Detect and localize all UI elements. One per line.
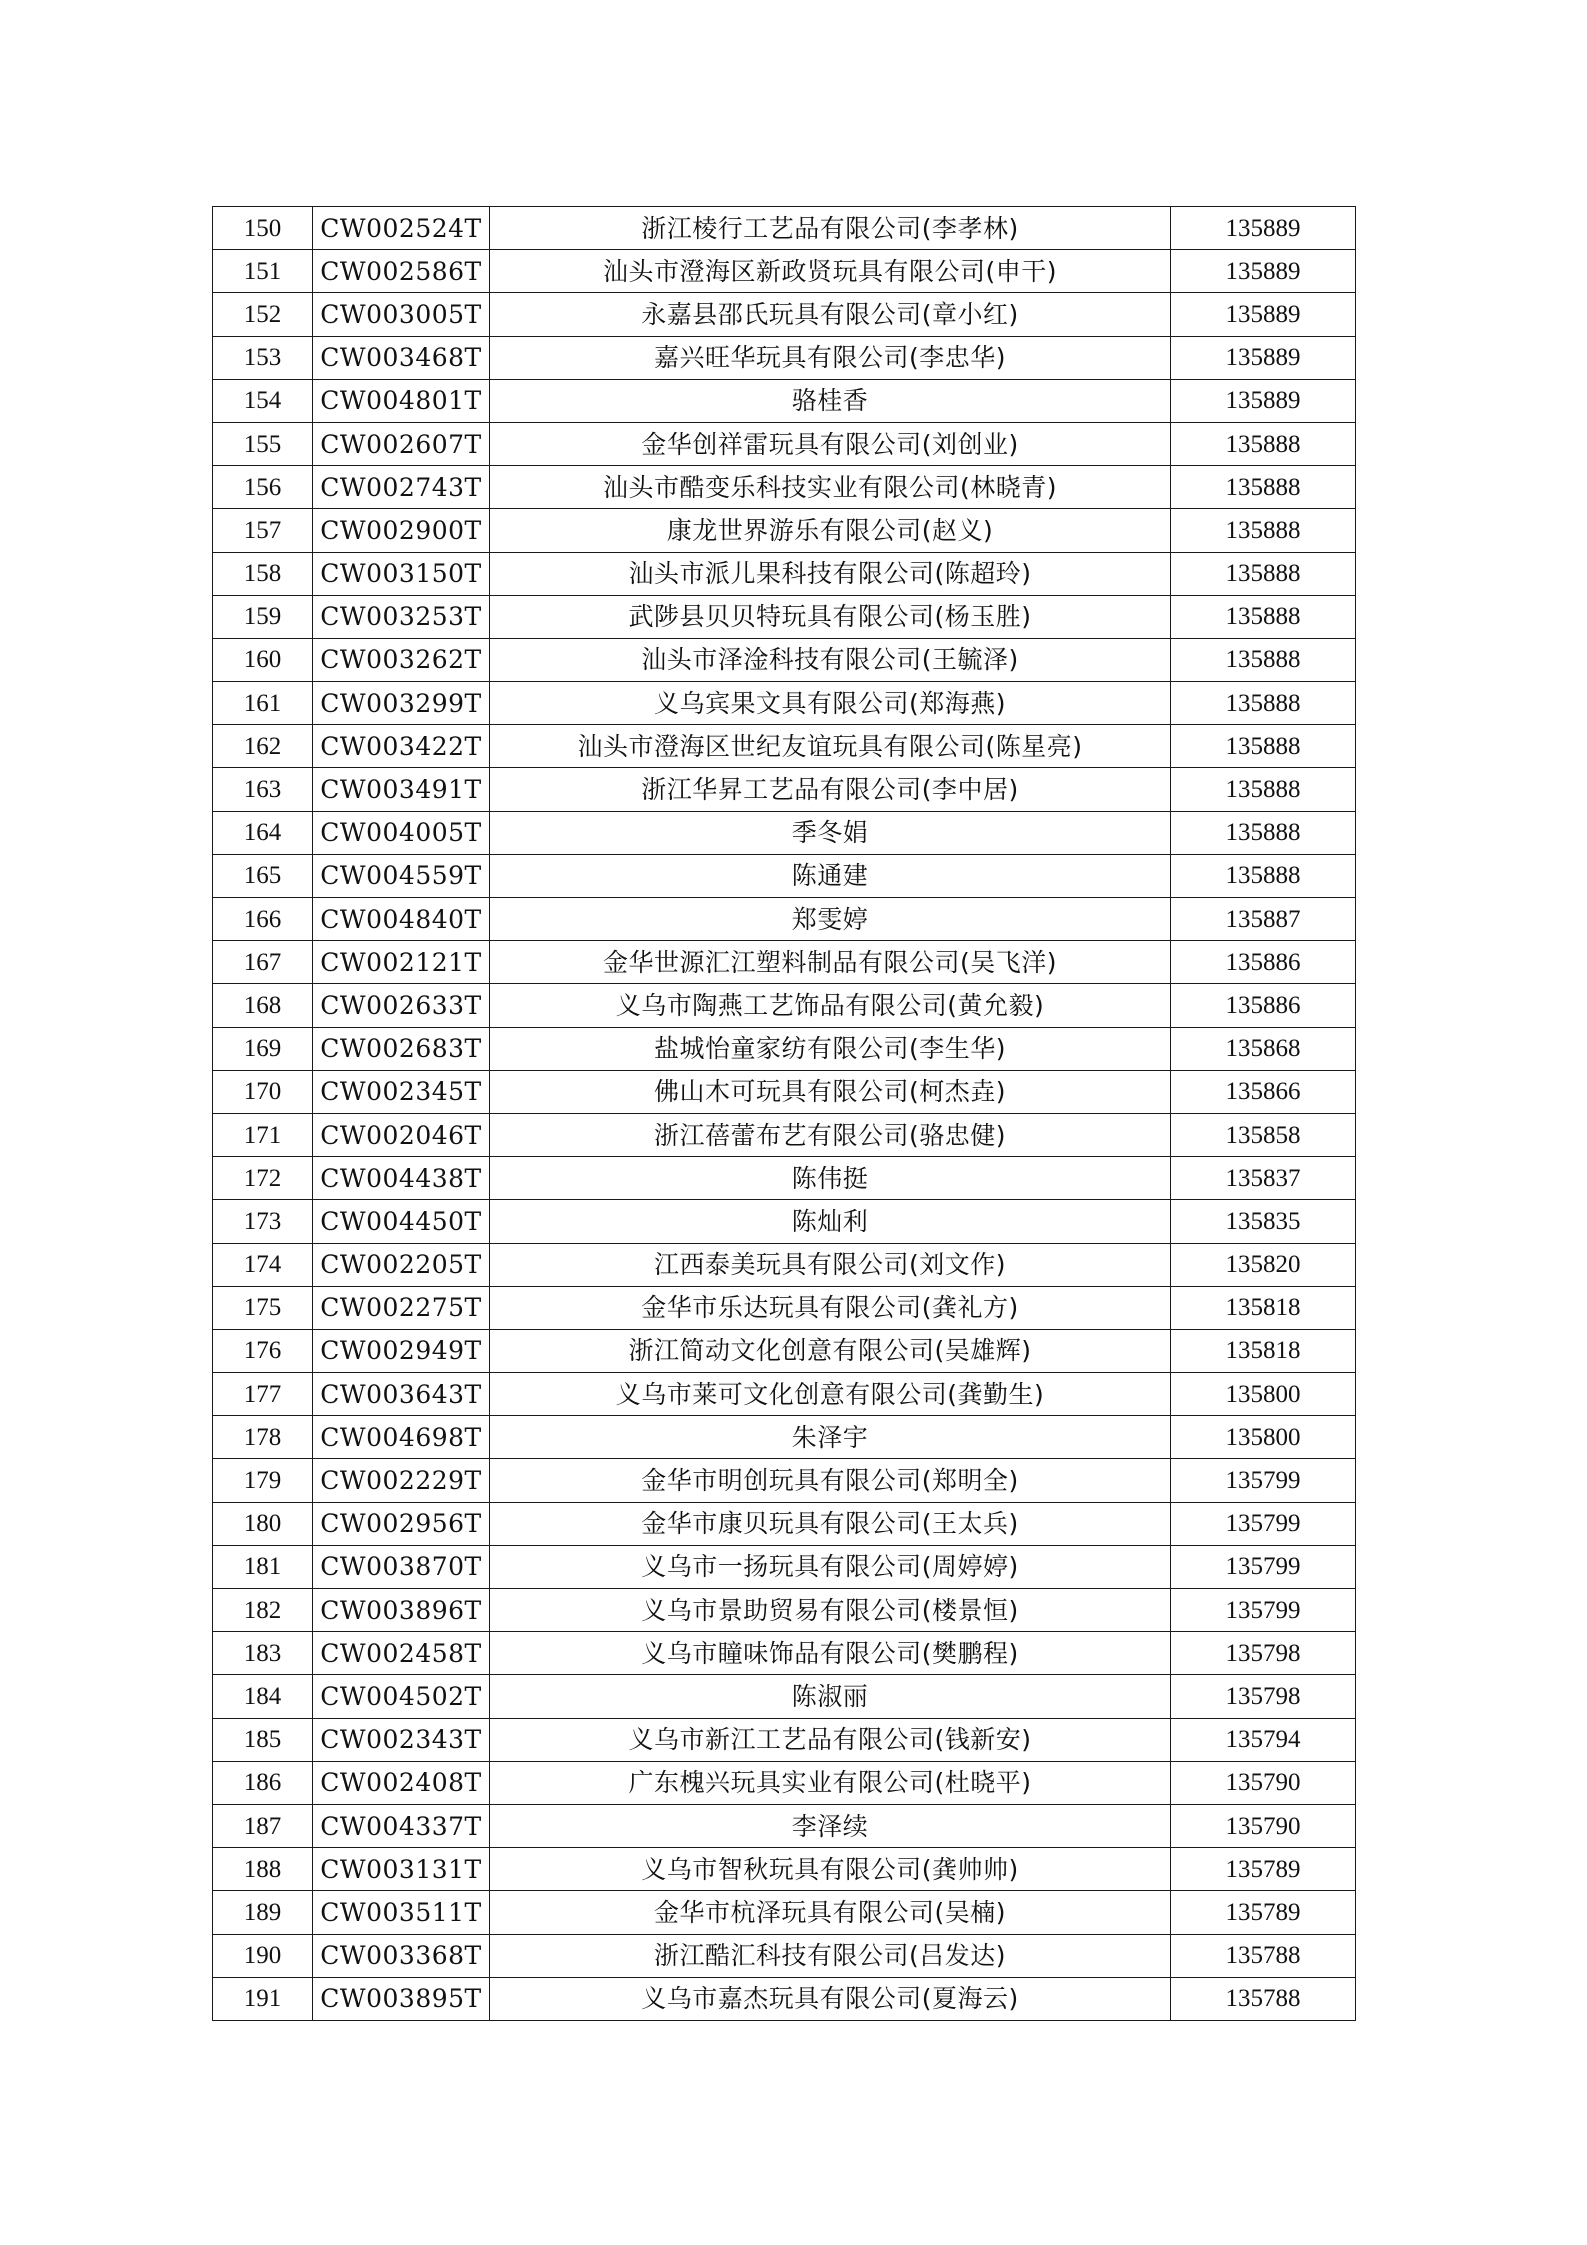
table-row	[213, 1632, 1356, 1675]
entrant-name-cell: 义乌市陶燕工艺饰品有限公司(黄允毅)	[490, 984, 1171, 1027]
rank-cell: 185	[213, 1718, 313, 1761]
entrant-name-cell: 朱泽宇	[490, 1416, 1171, 1459]
entrant-name-cell: 广东槐兴玩具实业有限公司(杜晓平)	[490, 1761, 1171, 1804]
entrant-name-cell: 汕头市澄海区新政贤玩具有限公司(申干)	[490, 250, 1171, 293]
rank-cell: 157	[213, 509, 313, 552]
rank-cell: 158	[213, 552, 313, 595]
table-row	[213, 1459, 1356, 1502]
entrant-name-cell: 义乌市瞳味饰品有限公司(樊鹏程)	[490, 1632, 1171, 1675]
table-row	[213, 768, 1356, 811]
score-cell: 135888	[1171, 466, 1356, 509]
rank-cell: 176	[213, 1329, 313, 1372]
rank-cell: 154	[213, 379, 313, 422]
rank-cell: 167	[213, 941, 313, 984]
rank-cell: 168	[213, 984, 313, 1027]
entrant-name-cell: 康龙世界游乐有限公司(赵义)	[490, 509, 1171, 552]
table-row	[213, 1070, 1356, 1113]
table-row	[213, 1675, 1356, 1718]
rank-cell: 163	[213, 768, 313, 811]
score-cell: 135789	[1171, 1848, 1356, 1891]
score-cell: 135798	[1171, 1632, 1356, 1675]
rank-cell: 162	[213, 725, 313, 768]
score-cell: 135799	[1171, 1589, 1356, 1632]
registration-code-cell: CW004698T	[313, 1416, 490, 1459]
score-cell: 135889	[1171, 379, 1356, 422]
entrant-name-cell: 浙江棱行工艺品有限公司(李孝林)	[490, 207, 1171, 250]
score-cell: 135799	[1171, 1545, 1356, 1588]
rank-cell: 170	[213, 1070, 313, 1113]
entrant-name-cell: 浙江简动文化创意有限公司(吴雄辉)	[490, 1329, 1171, 1372]
entrant-name-cell: 陈灿利	[490, 1200, 1171, 1243]
table-row	[213, 207, 1356, 250]
table-row	[213, 1373, 1356, 1416]
score-cell: 135888	[1171, 811, 1356, 854]
rank-cell: 160	[213, 638, 313, 681]
rank-cell: 177	[213, 1373, 313, 1416]
score-cell: 135889	[1171, 293, 1356, 336]
entrant-name-cell: 汕头市酷变乐科技实业有限公司(林晓青)	[490, 466, 1171, 509]
rank-cell: 153	[213, 336, 313, 379]
score-cell: 135868	[1171, 1027, 1356, 1070]
rank-cell: 191	[213, 1977, 313, 2020]
table-row	[213, 854, 1356, 897]
registration-code-cell: CW002345T	[313, 1070, 490, 1113]
entrant-name-cell: 季冬娟	[490, 811, 1171, 854]
score-cell: 135888	[1171, 768, 1356, 811]
table-row	[213, 898, 1356, 941]
score-cell: 135886	[1171, 984, 1356, 1027]
table-row	[213, 984, 1356, 1027]
table-row	[213, 1243, 1356, 1286]
score-cell: 135888	[1171, 509, 1356, 552]
table-row	[213, 595, 1356, 638]
table-row	[213, 1329, 1356, 1372]
rank-cell: 190	[213, 1934, 313, 1977]
table-row	[213, 1934, 1356, 1977]
registration-code-cell: CW004337T	[313, 1804, 490, 1847]
entrant-name-cell: 义乌市智秋玩具有限公司(龚帅帅)	[490, 1848, 1171, 1891]
registration-code-cell: CW002121T	[313, 941, 490, 984]
score-cell: 135886	[1171, 941, 1356, 984]
entrant-name-cell: 金华市杭泽玩具有限公司(吴楠)	[490, 1891, 1171, 1934]
score-cell: 135835	[1171, 1200, 1356, 1243]
score-cell: 135888	[1171, 682, 1356, 725]
table-row	[213, 1113, 1356, 1156]
score-cell: 135888	[1171, 422, 1356, 465]
registration-code-cell: CW002683T	[313, 1027, 490, 1070]
score-cell: 135888	[1171, 552, 1356, 595]
registration-code-cell: CW003150T	[313, 552, 490, 595]
entrant-name-cell: 汕头市泽淦科技有限公司(王毓泽)	[490, 638, 1171, 681]
score-cell: 135818	[1171, 1329, 1356, 1372]
entrant-name-cell: 汕头市澄海区世纪友谊玩具有限公司(陈星亮)	[490, 725, 1171, 768]
table-row	[213, 422, 1356, 465]
registration-code-cell: CW002633T	[313, 984, 490, 1027]
entrant-name-cell: 永嘉县邵氏玩具有限公司(章小红)	[490, 293, 1171, 336]
registration-code-cell: CW003368T	[313, 1934, 490, 1977]
score-cell: 135818	[1171, 1286, 1356, 1329]
registration-code-cell: CW002949T	[313, 1329, 490, 1372]
registration-code-cell: CW003253T	[313, 595, 490, 638]
entrant-name-cell: 嘉兴旺华玩具有限公司(李忠华)	[490, 336, 1171, 379]
entrant-name-cell: 浙江蓓蕾布艺有限公司(骆忠健)	[490, 1113, 1171, 1156]
table-row	[213, 1761, 1356, 1804]
entrant-name-cell: 金华世源汇江塑料制品有限公司(吴飞洋)	[490, 941, 1171, 984]
registration-code-cell: CW002743T	[313, 466, 490, 509]
table-row	[213, 509, 1356, 552]
score-cell: 135887	[1171, 898, 1356, 941]
rank-cell: 151	[213, 250, 313, 293]
table-row	[213, 1200, 1356, 1243]
entrant-name-cell: 汕头市派儿果科技有限公司(陈超玲)	[490, 552, 1171, 595]
table-row	[213, 1545, 1356, 1588]
score-cell: 135837	[1171, 1157, 1356, 1200]
entrant-name-cell: 义乌市景助贸易有限公司(楼景恒)	[490, 1589, 1171, 1632]
rank-cell: 164	[213, 811, 313, 854]
entrant-name-cell: 浙江华昇工艺品有限公司(李中居)	[490, 768, 1171, 811]
rank-cell: 159	[213, 595, 313, 638]
rank-cell: 180	[213, 1502, 313, 1545]
rank-cell: 174	[213, 1243, 313, 1286]
table-row	[213, 638, 1356, 681]
score-cell: 135789	[1171, 1891, 1356, 1934]
registration-code-cell: CW002229T	[313, 1459, 490, 1502]
rank-cell: 171	[213, 1113, 313, 1156]
registration-code-cell: CW003468T	[313, 336, 490, 379]
rank-cell: 166	[213, 898, 313, 941]
entrant-name-cell: 义乌市嘉杰玩具有限公司(夏海云)	[490, 1977, 1171, 2020]
table-row	[213, 1157, 1356, 1200]
table-row	[213, 466, 1356, 509]
entrant-name-cell: 义乌市新江工艺品有限公司(钱新安)	[490, 1718, 1171, 1761]
registration-code-cell: CW002607T	[313, 422, 490, 465]
registration-code-cell: CW002458T	[313, 1632, 490, 1675]
entrant-name-cell: 陈伟挺	[490, 1157, 1171, 1200]
entrant-name-cell: 骆桂香	[490, 379, 1171, 422]
score-cell: 135800	[1171, 1416, 1356, 1459]
score-cell: 135866	[1171, 1070, 1356, 1113]
table-row	[213, 725, 1356, 768]
registration-code-cell: CW004559T	[313, 854, 490, 897]
rank-cell: 172	[213, 1157, 313, 1200]
rank-cell: 183	[213, 1632, 313, 1675]
registration-code-cell: CW004438T	[313, 1157, 490, 1200]
registration-code-cell: CW002956T	[313, 1502, 490, 1545]
rank-cell: 187	[213, 1804, 313, 1847]
score-cell: 135889	[1171, 207, 1356, 250]
entrant-name-cell: 金华市乐达玩具有限公司(龚礼方)	[490, 1286, 1171, 1329]
registration-code-cell: CW004005T	[313, 811, 490, 854]
entrant-name-cell: 陈淑丽	[490, 1675, 1171, 1718]
entrant-name-cell: 盐城怡童家纺有限公司(李生华)	[490, 1027, 1171, 1070]
registration-code-cell: CW003643T	[313, 1373, 490, 1416]
rank-cell: 178	[213, 1416, 313, 1459]
entrant-name-cell: 陈通建	[490, 854, 1171, 897]
entrant-name-cell: 佛山木可玩具有限公司(柯杰垚)	[490, 1070, 1171, 1113]
rank-cell: 173	[213, 1200, 313, 1243]
rank-cell: 184	[213, 1675, 313, 1718]
table-row	[213, 1891, 1356, 1934]
score-cell: 135800	[1171, 1373, 1356, 1416]
registration-code-cell: CW004502T	[313, 1675, 490, 1718]
table-row	[213, 336, 1356, 379]
registration-code-cell: CW003131T	[313, 1848, 490, 1891]
score-cell: 135799	[1171, 1459, 1356, 1502]
registration-code-cell: CW003262T	[313, 638, 490, 681]
entrant-name-cell: 江西泰美玩具有限公司(刘文作)	[490, 1243, 1171, 1286]
entrant-name-cell: 浙江酷汇科技有限公司(吕发达)	[490, 1934, 1171, 1977]
rank-cell: 169	[213, 1027, 313, 1070]
entrant-name-cell: 郑雯婷	[490, 898, 1171, 941]
rank-cell: 188	[213, 1848, 313, 1891]
table-row	[213, 293, 1356, 336]
registration-code-cell: CW002586T	[313, 250, 490, 293]
registration-code-cell: CW003896T	[313, 1589, 490, 1632]
rank-cell: 179	[213, 1459, 313, 1502]
rank-cell: 165	[213, 854, 313, 897]
table-row	[213, 250, 1356, 293]
entrant-name-cell: 武陟县贝贝特玩具有限公司(杨玉胜)	[490, 595, 1171, 638]
registration-code-cell: CW002408T	[313, 1761, 490, 1804]
score-cell: 135820	[1171, 1243, 1356, 1286]
entrant-name-cell: 义乌宾果文具有限公司(郑海燕)	[490, 682, 1171, 725]
registration-code-cell: CW004840T	[313, 898, 490, 941]
score-cell: 135790	[1171, 1804, 1356, 1847]
table-row	[213, 1977, 1356, 2020]
table-row	[213, 811, 1356, 854]
score-cell: 135798	[1171, 1675, 1356, 1718]
registration-code-cell: CW002046T	[313, 1113, 490, 1156]
rank-cell: 156	[213, 466, 313, 509]
rank-cell: 161	[213, 682, 313, 725]
score-cell: 135794	[1171, 1718, 1356, 1761]
registration-code-cell: CW002205T	[313, 1243, 490, 1286]
score-cell: 135858	[1171, 1113, 1356, 1156]
score-cell: 135799	[1171, 1502, 1356, 1545]
entrant-name-cell: 李泽续	[490, 1804, 1171, 1847]
registration-code-cell: CW004450T	[313, 1200, 490, 1243]
entrant-name-cell: 金华市明创玩具有限公司(郑明全)	[490, 1459, 1171, 1502]
score-cell: 135788	[1171, 1977, 1356, 2020]
table-row	[213, 1718, 1356, 1761]
table-row	[213, 1502, 1356, 1545]
table-row	[213, 1804, 1356, 1847]
table-row	[213, 682, 1356, 725]
table-row	[213, 379, 1356, 422]
registration-code-cell: CW002343T	[313, 1718, 490, 1761]
registration-code-cell: CW003299T	[313, 682, 490, 725]
score-cell: 135889	[1171, 336, 1356, 379]
registration-code-cell: CW003491T	[313, 768, 490, 811]
entrant-name-cell: 金华创祥雷玩具有限公司(刘创业)	[490, 422, 1171, 465]
entrant-name-cell: 义乌市莱可文化创意有限公司(龚勤生)	[490, 1373, 1171, 1416]
ranking-table	[212, 206, 1356, 2021]
rank-cell: 152	[213, 293, 313, 336]
registration-code-cell: CW003422T	[313, 725, 490, 768]
rank-cell: 186	[213, 1761, 313, 1804]
table-row	[213, 1589, 1356, 1632]
registration-code-cell: CW002275T	[313, 1286, 490, 1329]
registration-code-cell: CW004801T	[313, 379, 490, 422]
table-row	[213, 552, 1356, 595]
table-row	[213, 941, 1356, 984]
ranking-table-body	[213, 207, 1356, 2021]
rank-cell: 189	[213, 1891, 313, 1934]
registration-code-cell: CW003870T	[313, 1545, 490, 1588]
rank-cell: 150	[213, 207, 313, 250]
table-row	[213, 1848, 1356, 1891]
registration-code-cell: CW002524T	[313, 207, 490, 250]
score-cell: 135790	[1171, 1761, 1356, 1804]
score-cell: 135888	[1171, 725, 1356, 768]
rank-cell: 181	[213, 1545, 313, 1588]
table-row	[213, 1027, 1356, 1070]
score-cell: 135888	[1171, 595, 1356, 638]
table-row	[213, 1416, 1356, 1459]
rank-cell: 182	[213, 1589, 313, 1632]
score-cell: 135888	[1171, 638, 1356, 681]
registration-code-cell: CW002900T	[313, 509, 490, 552]
entrant-name-cell: 金华市康贝玩具有限公司(王太兵)	[490, 1502, 1171, 1545]
score-cell: 135889	[1171, 250, 1356, 293]
entrant-name-cell: 义乌市一扬玩具有限公司(周婷婷)	[490, 1545, 1171, 1588]
rank-cell: 155	[213, 422, 313, 465]
score-cell: 135888	[1171, 854, 1356, 897]
table-row	[213, 1286, 1356, 1329]
score-cell: 135788	[1171, 1934, 1356, 1977]
registration-code-cell: CW003511T	[313, 1891, 490, 1934]
registration-code-cell: CW003895T	[313, 1977, 490, 2020]
registration-code-cell: CW003005T	[313, 293, 490, 336]
rank-cell: 175	[213, 1286, 313, 1329]
